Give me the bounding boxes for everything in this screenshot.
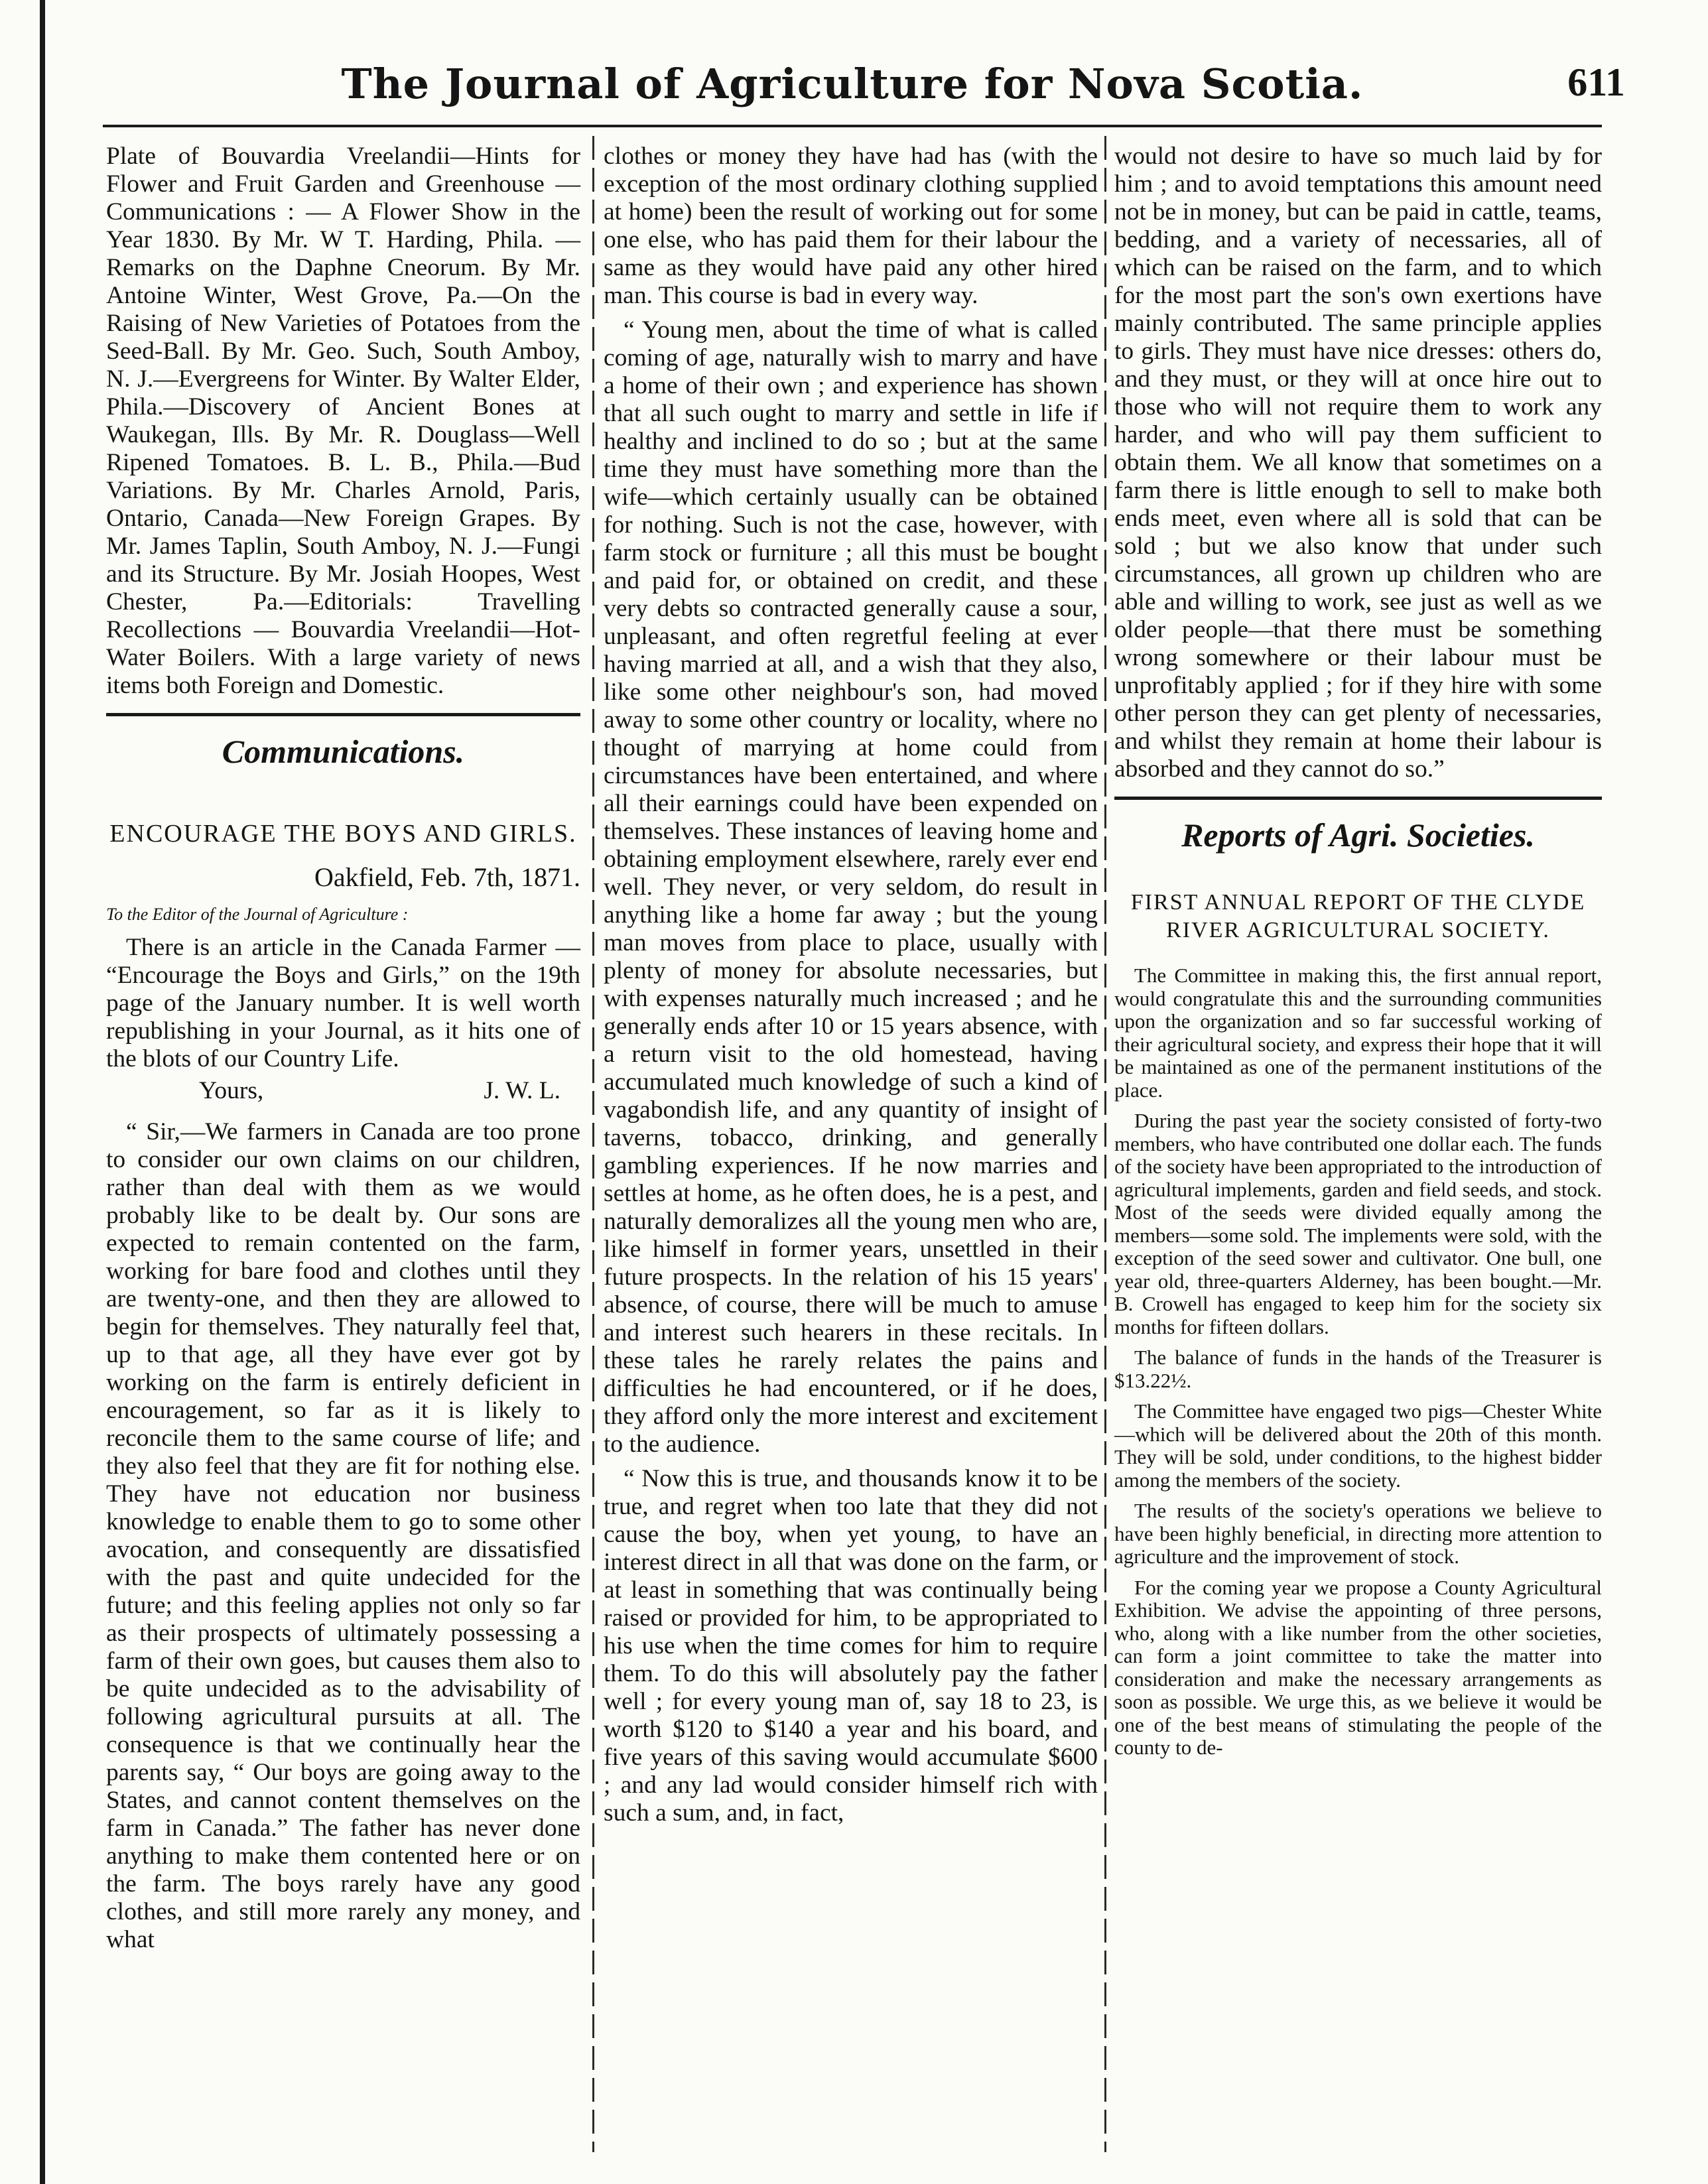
contents-text: Plate of Bouvardia Vreelandii—Hints for Flower and Fruit Garden and Greenhouse — Communications : — A Flower Show in the Year 1830. By Mr. W T. Harding, Phila. — Remarks on the Daphne Cneorum. By Mr. Antoine Winter, West Grove, Pa.—On the Raising of New Varieties of Potatoes from the Seed-Ball. By Mr. Geo. Such, South Amboy, N. J.—Evergreens for Winter. By Walter Elder, Phila.—Discovery of Ancient Bones at Waukegan, Ills. By Mr. R. Douglass—Well Ripened Tomatoes. B. L. B., Phila.—Bud Variations. By Mr. Charles Arnold, Paris, Ontario, Canada—New Foreign Grapes. By Mr. James Taplin, South Amboy, N. J.—Fungi and its Structure. By Mr. Josiah Hoopes, West Chester, Pa.—Editorials: Travelling Recollections — Bouvardia Vreelandii—Hot-Water Boilers. With a large variety of news items both Foreign and Domestic. [106,143,580,699]
letter-intro: There is an article in the Canada Farmer — “Encourage the Boys and Girls,” on the 19th page of the January number. It is well worth republishing in your Journal, as it hits one of the blots of our Country Life. [106,934,580,1072]
report-paragraph: The Committee in making this, the first annual report, would congratulate this and the surrounding communities upon the organization and so far successful working of their agricultural society, and express their hope that it will be maintained as one of the permanent institutions of the place. [1114,964,1602,1102]
signature-line [106,1077,580,1105]
section-title-communications: Communications. [222,733,465,770]
section-rule [106,713,580,716]
report-paragraph: The Committee have engaged two pigs—Chester White—which will be delivered about the 20th of this month. They will be sold, under conditions, to the highest bidder among the members of the society. [1114,1399,1602,1492]
report-paragraph: The balance of funds in the hands of the Treasurer is $13.22½. [1114,1346,1602,1392]
article-paragraph: would not desire to have so much laid by for him ; and to avoid temptations this amount need not be in money, but can be paid in cattle, teams, bedding, and a variety of necessaries, all of which can be raised on the farm, and to which for the most part the son's own exertions have mainly contributed. The same principle applies to girls. They must have nice dresses: others do, and they must, or they will at once hire out to those who will not require them to work any harder, and who will pay them sufficient to obtain them. We all know that sometimes on a farm there is little enough to sell to make both ends meet, even where all is sold that can be sold ; but we also know that under such circumstances, all grown up children who are able and willing to work, see just as well as we older people—that there must be something wrong somewhere or their labour must be unprofitably applied ; for if they hire with some other person they can get plenty of necessaries, and whilst they remain at home their labour is absorbed and they cannot do so.” [1114,143,1602,783]
report-paragraph: During the past year the society consisted of forty-two members, who have contributed one dollar each. The funds of the society have been appropriated to the introduction of agricultural implements, garden and field seeds, and stock. Most of the seeds were divided equally among the members—some sold. The implements were sold, with the exception of the seed sower and cultivator. One bull, one year old, three-quarters Alderney, has been bought.—Mr. B. Crowell has engaged to keep him for the society six months for fifteen dollars. [1114,1109,1602,1338]
article-title: ENCOURAGE THE BOYS AND GIRLS. [109,820,577,848]
article-body: “ Sir,—We farmers in Canada are too prone to consider our own claims on our children, rather than deal with them as we would probably like to be dealt by. Our sons are expected to remain contented on the farm, working for bare food and clothes until they are twenty-one, and then they are allowed to begin for themselves. They naturally feel that, up to that age, all they have ever got by working on the farm is entirely deficient in encouragement, so far as it is likely to reconcile them to the same course of life; and they also feel that they are fit for nothing else. They have not education nor business knowledge to enable them to go to some other avocation, and consequently are dissatisfied with the past and quite undecided for the future; and this feeling applies not only so far as their prospects of ultimately possessing a farm of their own goes, but causes them also to be quite undecided as to the advisability of following agricultural pursuits at all. The consequence is that we continually hear the parents say, “ Our boys are going away to the States, and cannot content themselves on the farm in Canada.” The father has never done anything to make them contented here or on the farm. The boys rarely have any good clothes, and still more rarely any money, and what [106,1118,580,1953]
page-number: 611 [1567,60,1625,104]
section-title-reports: Reports of Agri. Societies. [1181,816,1535,854]
header-rule [103,125,1602,127]
report-paragraph: For the coming year we propose a County Agricultural Exhibition. We advise the appointing of three persons, who, along with a like number from the other societies, can form a joint committee to take the matter into consideration and make the necessary arrangements as soon as possible. We urge this, as we believe it would be one of the best means of stimulating the people of the county to de- [1114,1575,1602,1759]
article-paragraph: “ Young men, about the time of what is called coming of age, naturally wish to marry and have a home of their own ; and experience has shown that all such ought to marry and settle in life if healthy and inclined to do so ; but at the same time they must have something more than the wife—which certainly usually can be obtained for nothing. Such is not the case, however, with farm stock or furniture ; all this must be bought and paid for, or obtained on credit, and these very debts so contracted generally cause a sour, unpleasant, and often regretful feeling at ever having married at all, and a wish that they also, like some other neighbour's son, had moved away to some other country or locality, where no thought of marrying at home could from circumstances have been entertained, and where all their earnings could have been expended on themselves. These instances of leaving home and obtaining employment elsewhere, rarely ever end well. They never, or very seldom, do result in anything like a home far away ; but the young man moves from place to place, usually with plenty of money for absolute necessaries, but with expenses naturally much increased ; and he generally ends after 10 or 15 years absence, with a return visit to the old homestead, having accumulated much knowledge of such a kind of vagabondish life, and any quantity of insight of taverns, tobacco, drinking, and generally gambling experiences. If he now marries and settles at home, as he often does, he is a pest, and naturally demoralizes all the young men who are, like himself in former years, unsettled in their future prospects. In the relation of his 15 years' absence, of course, there will be much to amuse and interest such hearers in these recitals. In these tales he rarely relates the pains and difficulties he had encountered, or if he does, they afford only the more interest and excitement to the audience. [604,316,1098,1458]
left-margin-rule [40,0,45,2184]
column-divider [592,136,594,2152]
signature-yours: Yours, [199,1077,264,1104]
column-middle [604,143,1098,1827]
report-paragraph: The results of the society's operations we believe to have been highly beneficial, in directing more attention to agriculture and the improvement of stock. [1114,1499,1602,1568]
signature-initials: J. W. L. [484,1077,560,1104]
column-right [1114,143,1602,1767]
report-title: FIRST ANNUAL REPORT OF THE CLYDE RIVER AGRICULTURAL SOCIETY. [1130,890,1586,942]
editor-salutation: To the Editor of the Journal of Agriculture : [106,905,409,924]
article-paragraph: “ Now this is true, and thousands know it to be true, and regret when too late that they did not cause the boy, when yet young, to have an interest direct in all that was done on the farm, or at least in something that was continually being raised or provided for him, to be appropriated to his use when the time comes for him to require them. To do this will absolutely pay the father well ; for every young man of, say 18 to 23, is worth $120 to $140 a year and his board, and five years of this saving would accumulate $600 ; and any lad would consider himself rich with such a sum, and, in fact, [604,1465,1098,1827]
article-paragraph: clothes or money they have had has (with the exception of the most ordinary clothing supplied at home) been the result of working out for some one else, who has paid them for their labour the same as they would have paid any other hired man. This course is bad in every way. [604,143,1098,309]
column-left [106,143,580,1954]
page-header [80,53,1625,126]
running-title: The Journal of Agriculture for Nova Scotia. [341,60,1364,108]
report-body [1114,964,1602,1760]
dateline: Oakfield, Feb. 7th, 1871. [314,862,580,892]
section-rule [1114,797,1602,800]
column-divider [1104,136,1106,2152]
